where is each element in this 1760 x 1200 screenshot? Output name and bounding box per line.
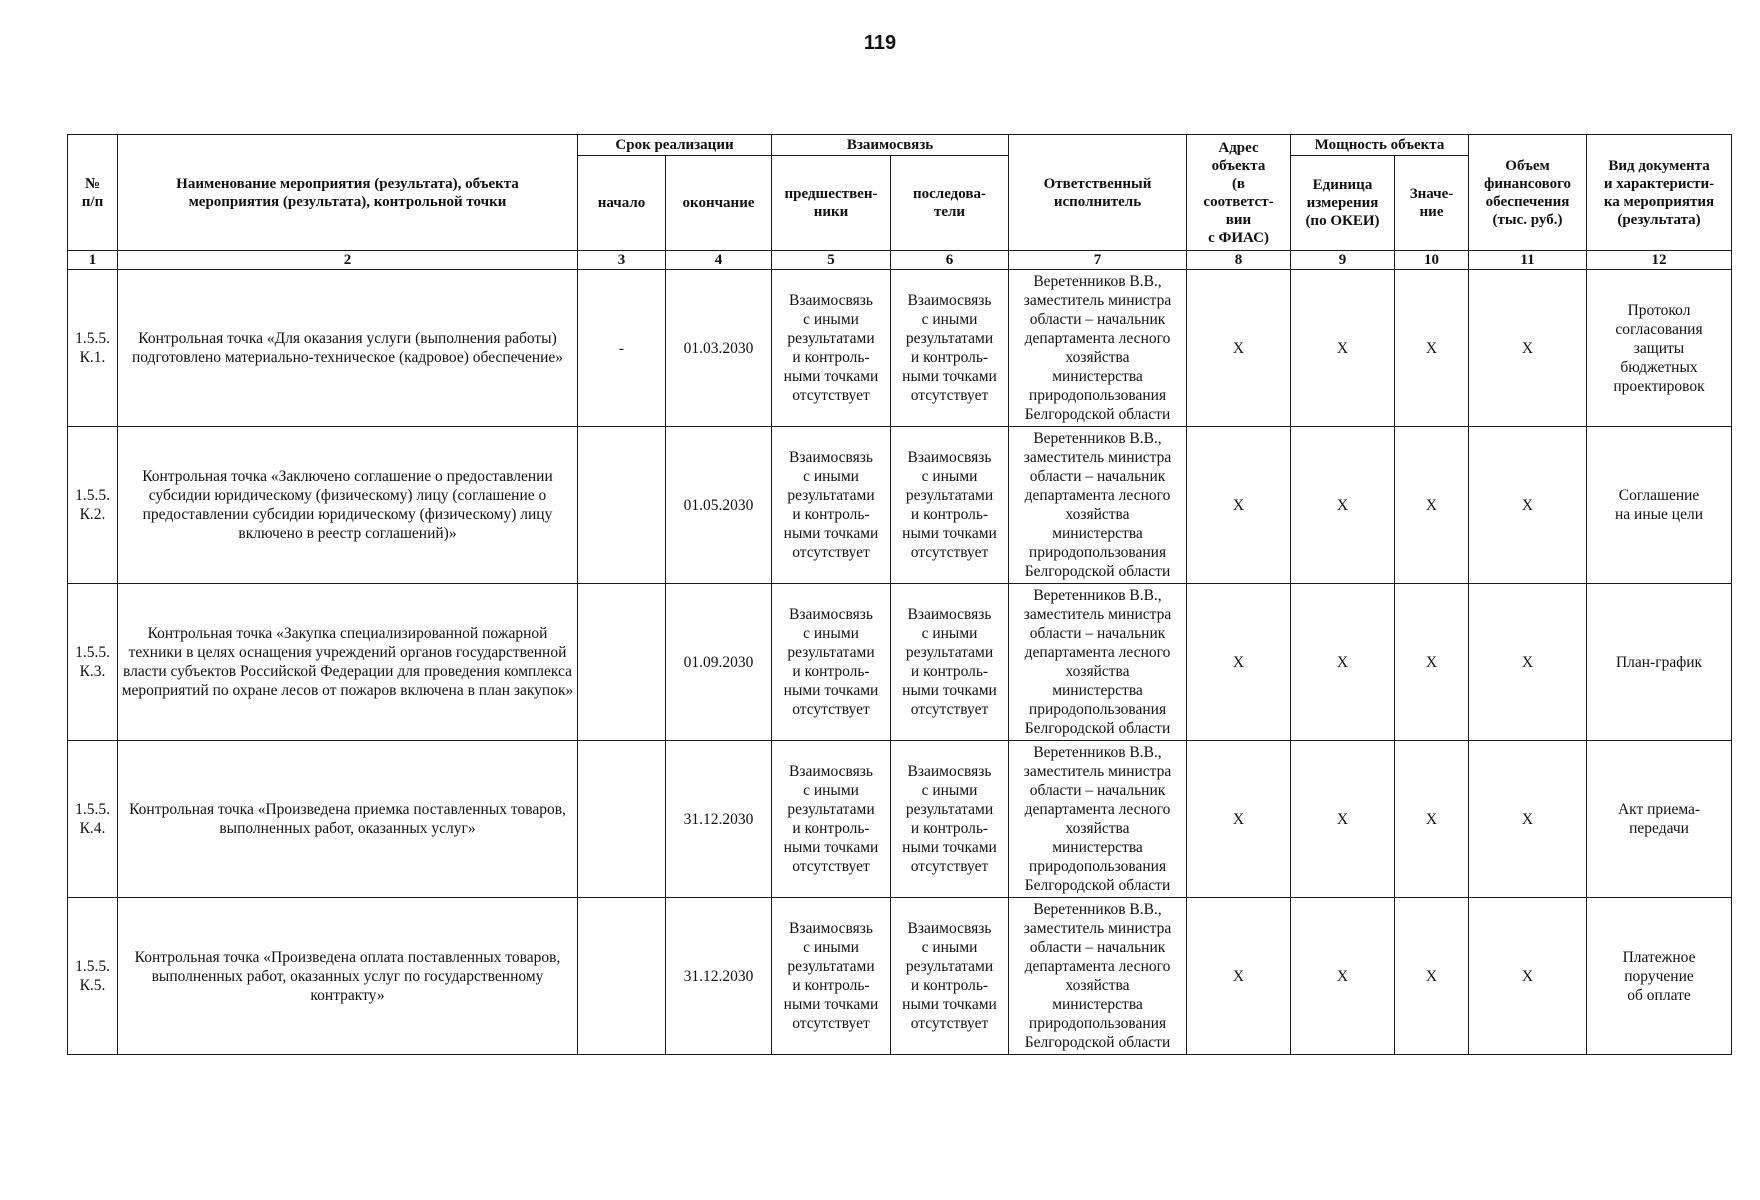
header-period-group: Срок реализации: [578, 135, 772, 156]
table-row: [68, 427, 1732, 584]
table-row: [68, 898, 1732, 1055]
row-successors: Взаимосвязь с иными результатами и контроль- ными точками отсутствует: [891, 584, 1009, 741]
row-responsible: Веретенников В.В., заместитель министра области – начальник департамента лесного хозяйства министерства природопользования Белгородской области: [1009, 584, 1187, 741]
row-number: 1.5.5. К.2.: [68, 427, 118, 584]
row-predecessors: Взаимосвязь с иными результатами и контроль- ными точками отсутствует: [772, 584, 891, 741]
header-end: окончание: [666, 156, 772, 251]
column-number: 1: [68, 251, 118, 270]
row-predecessors: Взаимосвязь с иными результатами и контроль- ными точками отсутствует: [772, 427, 891, 584]
row-end: 01.09.2030: [666, 584, 772, 741]
row-start: [578, 741, 666, 898]
header-finance: Объем финансового обеспечения (тыс. руб.): [1469, 135, 1587, 251]
header-address: Адрес объекта (в соответст- вии с ФИАС): [1187, 135, 1291, 251]
row-finance: X: [1469, 270, 1587, 427]
header-name: Наименование мероприятия (результата), объекта мероприятия (результата), контрольной точки: [118, 135, 578, 251]
row-responsible: Веретенников В.В., заместитель министра области – начальник департамента лесного хозяйства министерства природопользования Белгородской области: [1009, 898, 1187, 1055]
column-number: 5: [772, 251, 891, 270]
row-name: Контрольная точка «Произведена приемка поставленных товаров, выполненных работ, оказанных услуг»: [118, 741, 578, 898]
column-number-row: [68, 251, 1732, 270]
row-start: [578, 427, 666, 584]
row-responsible: Веретенников В.В., заместитель министра области – начальник департамента лесного хозяйства министерства природопользования Белгородской области: [1009, 741, 1187, 898]
row-number: 1.5.5. К.4.: [68, 741, 118, 898]
column-number: 6: [891, 251, 1009, 270]
table-header: [68, 135, 1732, 270]
header-num: № п/п: [68, 135, 118, 251]
row-unit: X: [1291, 584, 1395, 741]
row-unit: X: [1291, 898, 1395, 1055]
row-address: X: [1187, 584, 1291, 741]
header-document: Вид документа и характеристи- ка мероприятия (результата): [1587, 135, 1732, 251]
column-number: 7: [1009, 251, 1187, 270]
column-number: 8: [1187, 251, 1291, 270]
row-predecessors: Взаимосвязь с иными результатами и контроль- ными точками отсутствует: [772, 741, 891, 898]
row-start: [578, 584, 666, 741]
row-unit: X: [1291, 741, 1395, 898]
column-number: 12: [1587, 251, 1732, 270]
row-document: Протокол согласования защиты бюджетных проектировок: [1587, 270, 1732, 427]
row-document: Акт приема- передачи: [1587, 741, 1732, 898]
row-value: X: [1395, 584, 1469, 741]
row-number: 1.5.5. К.5.: [68, 898, 118, 1055]
row-name: Контрольная точка «Закупка специализированной пожарной техники в целях оснащения учреждений органов государственной власти субъектов Российской Федерации для проведения комплекса мероприятий по охране лесов от пожаров включена в план закупок»: [118, 584, 578, 741]
column-number: 2: [118, 251, 578, 270]
row-document: План-график: [1587, 584, 1732, 741]
row-successors: Взаимосвязь с иными результатами и контроль- ными точками отсутствует: [891, 898, 1009, 1055]
column-number: 3: [578, 251, 666, 270]
row-successors: Взаимосвязь с иными результатами и контроль- ными точками отсутствует: [891, 270, 1009, 427]
row-unit: X: [1291, 427, 1395, 584]
row-name: Контрольная точка «Произведена оплата поставленных товаров, выполненных работ, оказанных услуг по государственному контракту»: [118, 898, 578, 1055]
row-address: X: [1187, 741, 1291, 898]
table-row: [68, 270, 1732, 427]
column-number: 11: [1469, 251, 1587, 270]
page-number: 119: [863, 32, 897, 54]
row-responsible: Веретенников В.В., заместитель министра области – начальник департамента лесного хозяйства министерства природопользования Белгородской области: [1009, 427, 1187, 584]
row-number: 1.5.5. К.1.: [68, 270, 118, 427]
row-document: Соглашение на иные цели: [1587, 427, 1732, 584]
row-address: X: [1187, 270, 1291, 427]
header-link-group: Взаимосвязь: [772, 135, 1009, 156]
row-name: Контрольная точка «Для оказания услуги (выполнения работы) подготовлено материально-техническое (кадровое) обеспечение»: [118, 270, 578, 427]
row-finance: X: [1469, 427, 1587, 584]
row-document: Платежное поручение об оплате: [1587, 898, 1732, 1055]
row-value: X: [1395, 427, 1469, 584]
column-number: 9: [1291, 251, 1395, 270]
row-unit: X: [1291, 270, 1395, 427]
row-successors: Взаимосвязь с иными результатами и контроль- ными точками отсутствует: [891, 427, 1009, 584]
header-responsible: Ответственный исполнитель: [1009, 135, 1187, 251]
header-row-top: [68, 135, 1732, 156]
row-end: 01.03.2030: [666, 270, 772, 427]
control-points-table: [67, 134, 1732, 1055]
row-name: Контрольная точка «Заключено соглашение о предоставлении субсидии юридическому (физическому) лицу (соглашение о предоставлении субсидии юридическому (физическому) лицу включено в реестр соглашений)»: [118, 427, 578, 584]
row-start: -: [578, 270, 666, 427]
row-end: 01.05.2030: [666, 427, 772, 584]
header-start: начало: [578, 156, 666, 251]
row-address: X: [1187, 898, 1291, 1055]
column-number: 10: [1395, 251, 1469, 270]
row-value: X: [1395, 741, 1469, 898]
row-end: 31.12.2030: [666, 741, 772, 898]
header-unit: Единица измерения (по ОКЕИ): [1291, 156, 1395, 251]
table-body: [68, 270, 1732, 1055]
row-end: 31.12.2030: [666, 898, 772, 1055]
header-capacity-group: Мощность объекта: [1291, 135, 1469, 156]
row-start: [578, 898, 666, 1055]
row-finance: X: [1469, 584, 1587, 741]
header-predecessors: предшествен- ники: [772, 156, 891, 251]
row-successors: Взаимосвязь с иными результатами и контроль- ными точками отсутствует: [891, 741, 1009, 898]
row-value: X: [1395, 270, 1469, 427]
header-successors: последова- тели: [891, 156, 1009, 251]
row-number: 1.5.5. К.3.: [68, 584, 118, 741]
table-row: [68, 584, 1732, 741]
row-address: X: [1187, 427, 1291, 584]
row-finance: X: [1469, 898, 1587, 1055]
row-predecessors: Взаимосвязь с иными результатами и контроль- ными точками отсутствует: [772, 270, 891, 427]
row-finance: X: [1469, 741, 1587, 898]
column-number: 4: [666, 251, 772, 270]
row-value: X: [1395, 898, 1469, 1055]
row-predecessors: Взаимосвязь с иными результатами и контроль- ными точками отсутствует: [772, 898, 891, 1055]
table-row: [68, 741, 1732, 898]
row-responsible: Веретенников В.В., заместитель министра области – начальник департамента лесного хозяйства министерства природопользования Белгородской области: [1009, 270, 1187, 427]
header-value: Значе- ние: [1395, 156, 1469, 251]
